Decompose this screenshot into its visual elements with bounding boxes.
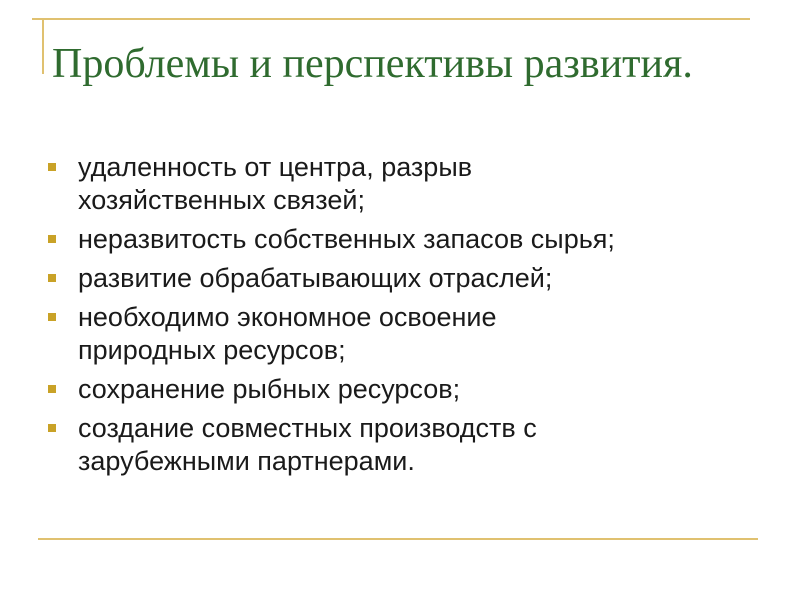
square-bullet-icon: [48, 235, 56, 243]
bullet-item-manufacturing: [48, 262, 768, 295]
bullet-list: [48, 151, 768, 484]
bullet-text: неразвитость собственных запасов сырья;: [78, 224, 615, 254]
bottom-decorative-rule: [38, 538, 758, 540]
top-decorative-rule: [32, 18, 750, 20]
slide-title: Проблемы и перспективы развития.: [52, 41, 693, 87]
square-bullet-icon: [48, 424, 56, 432]
bullet-item-remoteness: [48, 151, 768, 217]
bullet-item-raw-materials: [48, 223, 768, 256]
bullet-text: необходимо экономное освоение природных ресурсов;: [78, 302, 497, 365]
bullet-text: сохранение рыбных ресурсов;: [78, 374, 461, 404]
square-bullet-icon: [48, 274, 56, 282]
square-bullet-icon: [48, 163, 56, 171]
bullet-item-resource-use: [48, 301, 768, 367]
bullet-text: удаленность от центра, разрыв хозяйственных связей;: [78, 152, 473, 215]
bullet-item-fish-resources: [48, 373, 768, 406]
bullet-item-joint-ventures: [48, 412, 768, 478]
bullet-text: создание совместных производств с зарубежными партнерами.: [78, 413, 537, 476]
square-bullet-icon: [48, 313, 56, 321]
left-decorative-rule: [42, 18, 44, 74]
square-bullet-icon: [48, 385, 56, 393]
bullet-text: развитие обрабатывающих отраслей;: [78, 263, 553, 293]
